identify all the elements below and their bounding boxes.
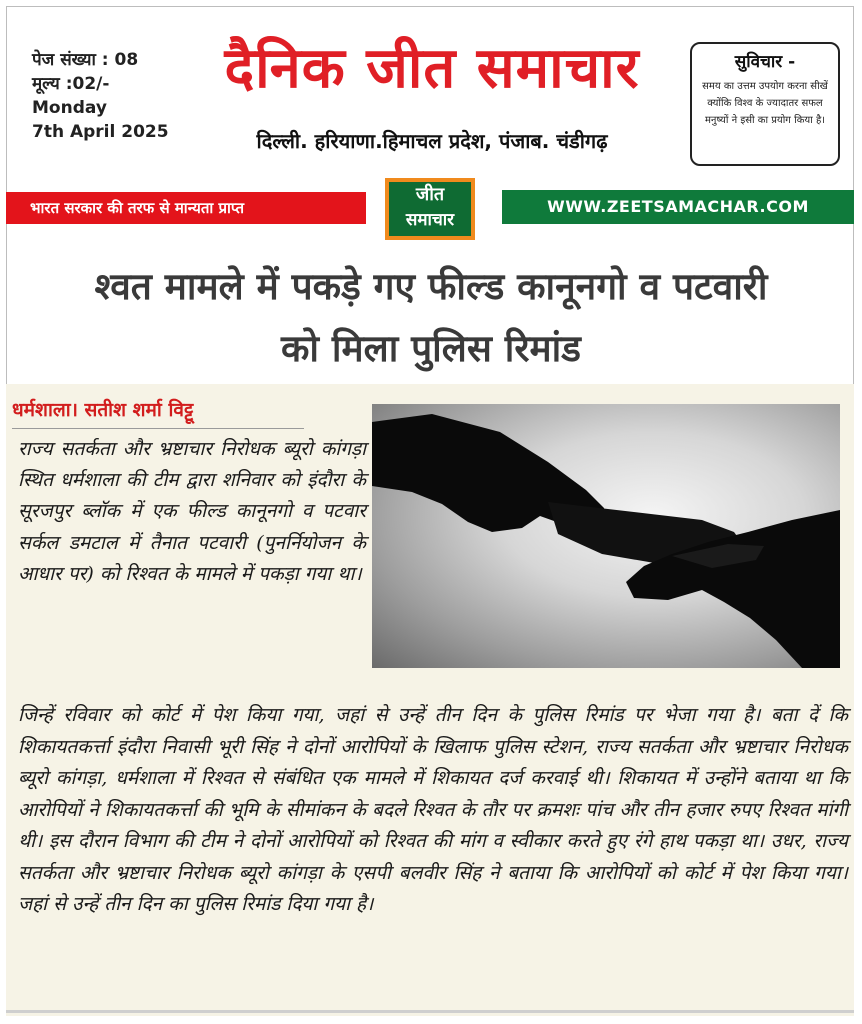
article-photo — [372, 404, 840, 668]
paper-logo-inner — [389, 182, 471, 236]
article-continued-paragraph: जिन्हें रविवार को कोर्ट में पेश किया गया, जहां से उन्हें तीन दिन के पुलिस रिमांड पर भेजा गया है। बता दें कि शिकायतकर्त्ता इंदौरा निवासी भूरी सिंह ने दोनों आरोपियों के खिलाफ पुलिस स्टेशन, राज्य सतर्कता और भ्रष्टाचार निरोधक ब्यूरो कांगड़ा, धर्मशाला में रिश्वत से संबंधित एक मामले में शिकायत दर्ज करवाई थी। शिकायत में उन्होंने बताया था कि आरोपियों ने शिकायतकर्त्ता की भूमि के सीमांकन के बदले रिश्वत के तौर पर क्रमशः पांच और तीन हजार रुपए रिश्वत मांगी थी। इस दौरान विभाग की टीम ने दोनों आरोपियों को रिश्वत की मांग व स्वीकार करते हुए रंगे हाथ पकड़ा था। उधर, राज्य सतर्कता और भ्रष्टाचार निरोधक ब्यूरो कांगड़ा के एसपी बलवीर सिंह ने बताया कि आरोपियों को कोर्ट में पेश किया गया। जहां से उन्हें तीन दिन का पुलिस रिमांड दिया गया है। — [18, 704, 848, 915]
issue-meta — [32, 48, 192, 144]
article-dateline: धर्मशाला। सतीश शर्मा विट्टू — [12, 394, 304, 429]
paper-states: दिल्ली. हरियाणा.हिमाचल प्रदेश, पंजाब. चंडीगढ़ — [256, 129, 608, 153]
recognition-banner: भारत सरकार की तरफ से मान्यता प्राप्त — [6, 192, 366, 224]
thought-text: समय का उत्तम उपयोग करना सीखें क्योंकि विश्व के ज्यादातर सफल मनुष्यों ने इसी का प्रयोग किया है। — [702, 81, 828, 126]
website-banner[interactable]: WWW.ZEETSAMACHAR.COM — [502, 190, 854, 224]
headline-line-1: श्वत मामले में पकड़े गए फील्ड कानूनगो व पटवारी — [94, 265, 768, 308]
thought-title: सुविचार - — [734, 52, 796, 72]
headline-line-2: को मिला पुलिस रिमांड — [281, 327, 581, 370]
paper-logo — [385, 178, 475, 240]
page-number: पेज संख्या : 08 — [32, 50, 139, 70]
bribe-hands-silhouette-icon — [372, 404, 840, 668]
thought-of-day-box — [690, 42, 840, 166]
issue-date: 7th April 2025 — [32, 122, 169, 142]
article-headline — [10, 256, 852, 380]
price: मूल्य :02/- — [32, 74, 110, 94]
logo-line-1: जीत — [415, 184, 445, 205]
article-lead-paragraph: राज्य सतर्कता और भ्रष्टाचार निरोधक ब्यूरो कांगड़ा स्थित धर्मशाला की टीम द्वारा शनिवार को इंदौरा के सूरजपुर ब्लॉक में एक फील्ड कानूनगो व पटवार सर्कल डमटाल में तैनात पटवारी (पुनर्नियोजन के आधार पर) को रिश्वत के मामले में पकड़ा गया था। — [18, 438, 366, 585]
bottom-rule — [6, 1010, 854, 1013]
paper-name: दैनिक जीत समाचार — [224, 36, 640, 101]
logo-line-2: समाचार — [405, 210, 455, 230]
issue-day: Monday — [32, 98, 107, 118]
